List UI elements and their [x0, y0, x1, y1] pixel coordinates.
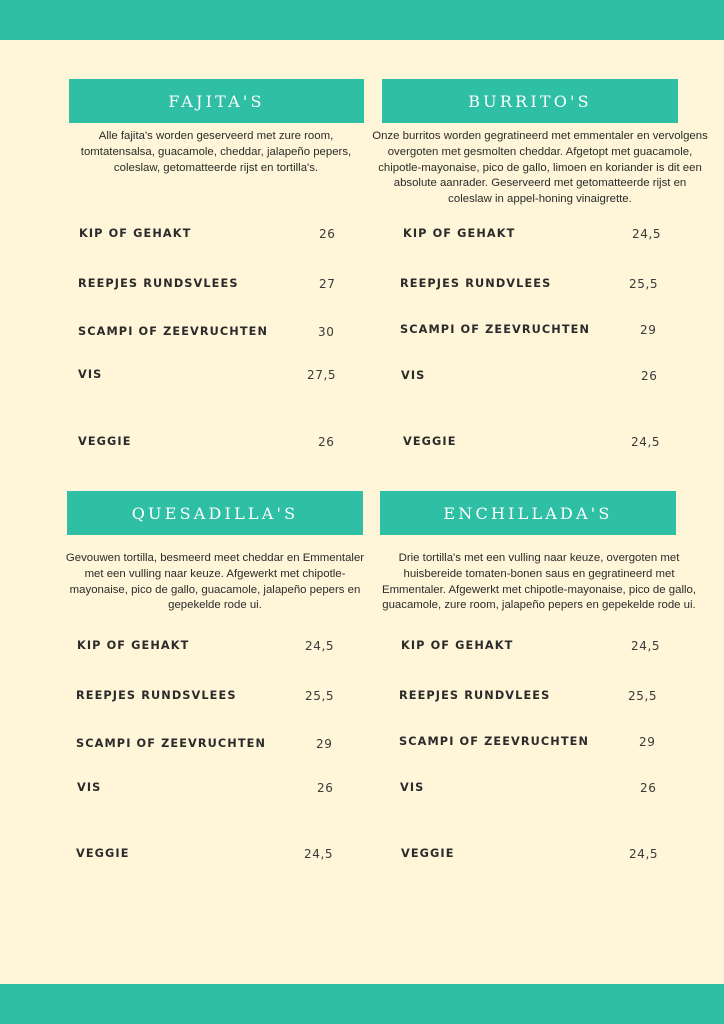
- section-title: BURRITO'S: [468, 91, 592, 111]
- menu-item-name: KIP OF GEHAKT: [79, 227, 192, 240]
- menu-item-price: 29: [639, 735, 656, 749]
- section-header-quesadillas: [67, 491, 363, 535]
- section-description-fajitas: Alle fajita's worden geserveerd met zure room, tomtatensalsa, guacamole, cheddar, jalapeño pepers, coleslaw, getomatteerde rijst en tortilla's.: [80, 130, 352, 174]
- menu-item-name: VEGGIE: [403, 435, 457, 448]
- top-accent-band: [0, 0, 724, 40]
- menu-item-name: SCAMPI OF ZEEVRUCHTEN: [400, 323, 591, 336]
- menu-item-price: 26: [319, 227, 336, 241]
- section-title: ENCHILLADA'S: [443, 503, 613, 523]
- menu-item-price: 25,5: [629, 277, 659, 291]
- menu-item-name: VEGGIE: [76, 847, 130, 860]
- section-description-enchilladas: Drie tortilla's met een vulling naar keuze, overgoten met huisbereide tomaten-bonen saus en gegratineerd met Emmentaler. Afgewerkt met chipotle-mayonaise, pico de gallo, guacamole, zure room, jalapeño pepers en gepekelde rode ui.: [381, 552, 697, 612]
- menu-item-name: KIP OF GEHAKT: [401, 639, 514, 652]
- menu-item-price: 24,5: [631, 435, 661, 449]
- menu-item-price: 29: [640, 323, 657, 337]
- menu-item-price: 27: [319, 277, 336, 291]
- menu-item-price: 25,5: [305, 689, 335, 703]
- menu-item-price: 24,5: [305, 639, 335, 653]
- section-description-quesadillas: Gevouwen tortilla, besmeerd meet cheddar en Emmentaler met een vulling naar keuze. Afgewerkt met chipotle-mayonaise, pico de gallo, guacamole, jalapeño pepers en gepekelde rode ui.: [65, 552, 365, 612]
- menu-item-name: SCAMPI OF ZEEVRUCHTEN: [399, 735, 590, 748]
- menu-item-price: 26: [640, 781, 657, 795]
- menu-item-name: SCAMPI OF ZEEVRUCHTEN: [78, 325, 269, 338]
- menu-item-price: 26: [317, 781, 334, 795]
- menu-item-name: VIS: [78, 368, 103, 381]
- menu-item-price: 29: [316, 737, 333, 751]
- section-title: FAJITA'S: [168, 91, 265, 111]
- menu-item-name: VEGGIE: [401, 847, 455, 860]
- menu-item-name: REEPJES RUNDSVLEES: [76, 689, 237, 702]
- menu-item-name: KIP OF GEHAKT: [77, 639, 190, 652]
- section-title: QUESADILLA'S: [131, 503, 299, 523]
- section-description-burritos: Onze burritos worden gegratineerd met emmentaler en vervolgens overgoten met gesmolten cheddar. Afgetopt met guacamole, chipotle-mayonaise, pico de gallo, limoen en koriander is dit een absolute aanrader. Geserveerd met getomatteerde rijst en coleslaw in appel-honing vinaigrette.: [372, 130, 708, 206]
- section-header-enchilladas: [380, 491, 676, 535]
- menu-item-name: VIS: [401, 369, 426, 382]
- menu-item-price: 30: [318, 325, 335, 339]
- menu-item-price: 24,5: [632, 227, 662, 241]
- section-header-burritos: [382, 79, 678, 123]
- menu-item-name: REEPJES RUNDVLEES: [399, 689, 551, 702]
- menu-item-name: REEPJES RUNDVLEES: [400, 277, 552, 290]
- bottom-accent-band: [0, 984, 724, 1024]
- menu-item-price: 24,5: [629, 847, 659, 861]
- menu-item-price: 26: [318, 435, 335, 449]
- menu-item-price: 24,5: [304, 847, 334, 861]
- menu-item-price: 27,5: [307, 368, 337, 382]
- menu-item-name: SCAMPI OF ZEEVRUCHTEN: [76, 737, 267, 750]
- menu-item-name: VIS: [77, 781, 102, 794]
- menu-item-name: KIP OF GEHAKT: [403, 227, 516, 240]
- menu-item-price: 26: [641, 369, 658, 383]
- section-header-fajitas: [69, 79, 364, 123]
- menu-item-name: REEPJES RUNDSVLEES: [78, 277, 239, 290]
- menu-item-name: VIS: [400, 781, 425, 794]
- menu-item-price: 25,5: [628, 689, 658, 703]
- menu-item-price: 24,5: [631, 639, 661, 653]
- menu-item-name: VEGGIE: [78, 435, 132, 448]
